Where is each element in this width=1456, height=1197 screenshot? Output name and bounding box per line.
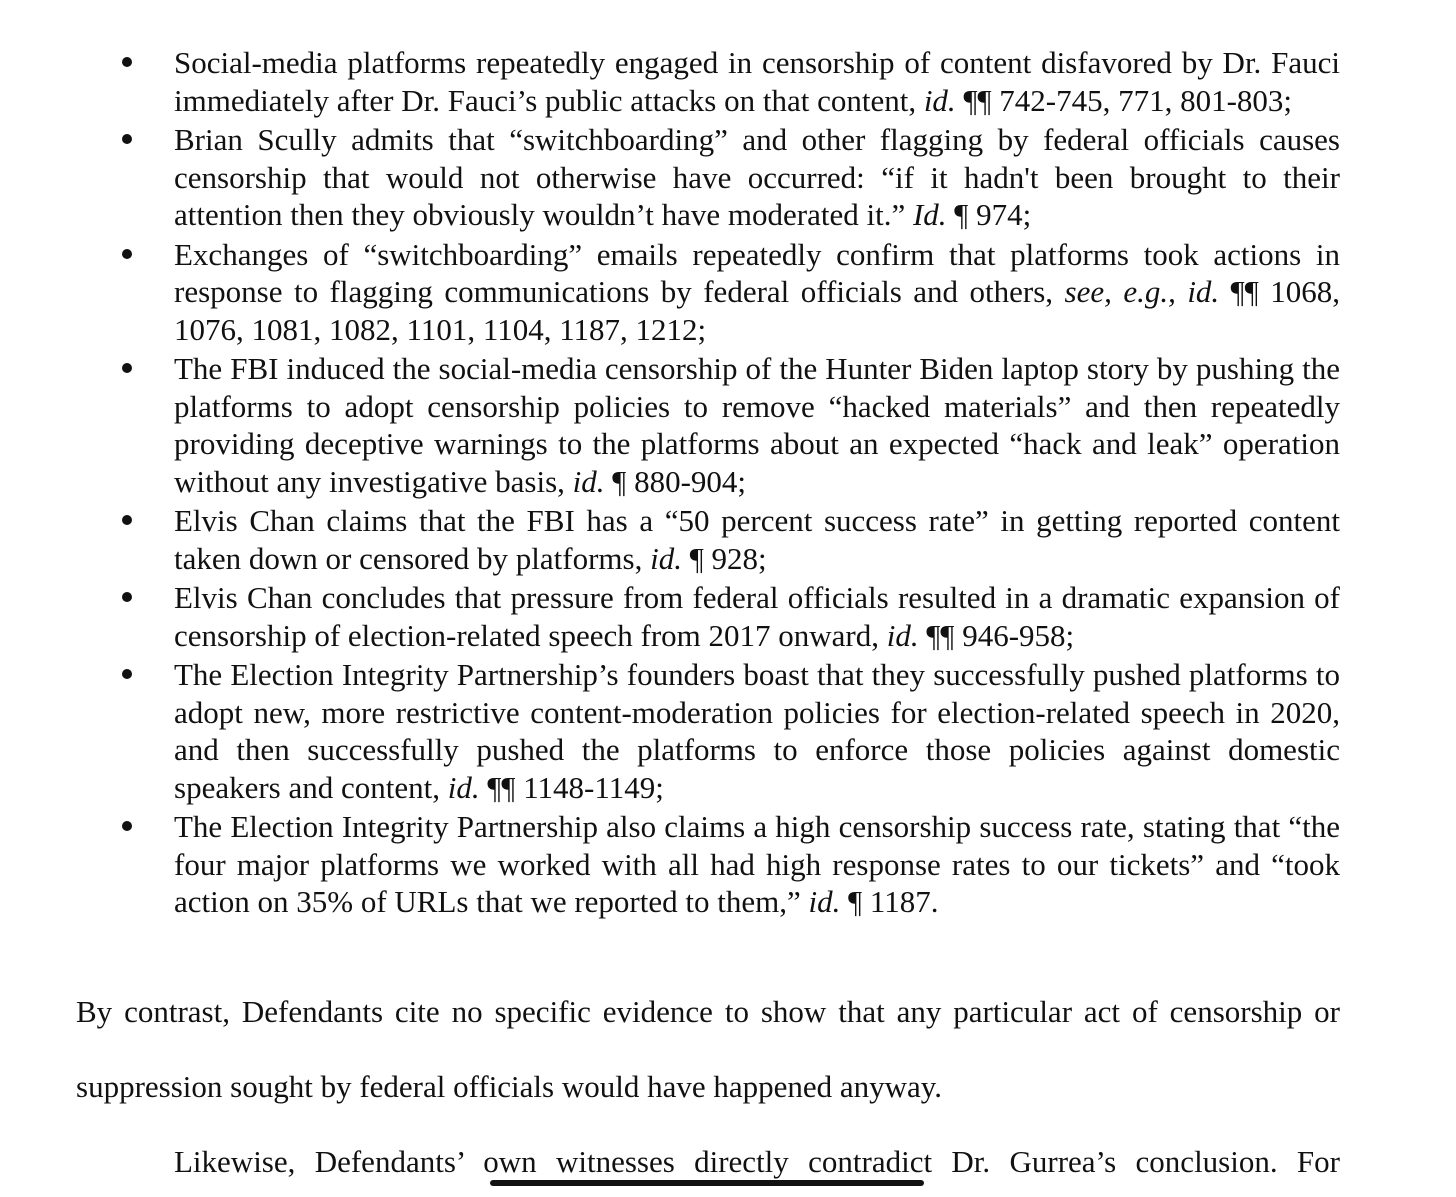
likewise-paragraph: Likewise, Defendants’ own witnesses directly contradict Dr. Gurrea’s conclusion. For — [174, 1144, 1340, 1179]
citation: id. — [572, 463, 605, 499]
highlight-underline — [490, 1180, 924, 1186]
bullet-dot-icon — [122, 821, 132, 831]
contrast-paragraph-line-1: By contrast, Defendants cite no specific evidence to show that any particular act of censorship or — [76, 994, 1340, 1029]
list-item — [174, 121, 1340, 234]
bullet-text: The Election Integrity Partnership’s founders boast that they successfully pushed platforms to adopt new, more restrictive content-moderation policies for election-related speech in 2020, and then successfully pushed the platforms to enforce those policies against domestic speakers and content, — [174, 657, 1340, 805]
citation: id. — [886, 617, 919, 653]
evidence-bullet-list — [174, 44, 1340, 923]
bullet-text: Brian Scully admits that “switchboarding” and other flagging by federal officials causes censorship that would not otherwise have occurred: “if it hadn't been brought to their attention then they obviously wouldn’t have moderated it.” — [174, 122, 1340, 232]
citation: see, e.g., id. — [1064, 274, 1220, 309]
bullet-text: Exchanges of “switchboarding” emails repeatedly confirm that platforms took actions in response to flagging communications by federal officials and others, — [174, 236, 1340, 309]
list-item — [174, 656, 1340, 806]
bullet-text: Elvis Chan concludes that pressure from federal officials resulted in a dramatic expansion of censorship of election-related speech from 2017 onward, — [174, 580, 1340, 653]
bullet-ref: ¶¶ 946-958; — [918, 617, 1075, 653]
citation: Id. — [912, 197, 947, 232]
bullet-ref: ¶¶ 1068, 1076, 1081, 1082, 1101, 1104, 1187, 1212; — [174, 274, 1341, 347]
bullet-dot-icon — [122, 134, 132, 144]
citation: id. — [923, 82, 956, 118]
citation: id. — [650, 540, 682, 576]
list-item — [174, 808, 1340, 921]
list-item — [174, 44, 1340, 119]
bullet-ref: ¶¶ 1148-1149; — [479, 769, 664, 805]
list-item — [174, 579, 1340, 654]
bullet-dot-icon — [122, 515, 132, 525]
bullet-dot-icon — [122, 669, 132, 679]
bullet-text: The Election Integrity Partnership also claims a high censorship success rate, stating that “the four major platforms we worked with all had high response rates to our tickets” and “took action on 35% of URLs that we reported to them,” — [174, 809, 1340, 919]
bullet-dot-icon — [122, 57, 132, 67]
contrast-paragraph-line-2: suppression sought by federal officials would have happened anyway. — [76, 1069, 943, 1104]
bullet-dot-icon — [122, 249, 132, 259]
bullet-dot-icon — [122, 592, 132, 602]
list-item — [174, 236, 1340, 349]
bullet-text: Elvis Chan claims that the FBI has a “50 percent success rate” in getting reported content taken down or censored by platforms, — [174, 503, 1340, 576]
bullet-ref: ¶ 880-904; — [604, 463, 746, 499]
bullet-ref: ¶ 1187. — [840, 884, 939, 919]
bullet-dot-icon — [122, 363, 132, 373]
list-item — [174, 502, 1340, 577]
citation: id. — [447, 769, 480, 805]
citation: id. — [808, 884, 841, 919]
bullet-text: Social-media platforms repeatedly engaged in censorship of content disfavored by Dr. Fauci immediately after Dr. Fauci’s public attacks on that content, — [174, 45, 1340, 118]
bullet-ref: ¶ 928; — [681, 540, 767, 576]
bullet-ref: ¶ 974; — [946, 197, 1032, 232]
list-item — [174, 350, 1340, 500]
bullet-ref: ¶¶ 742-745, 771, 801-803; — [955, 82, 1293, 118]
bullet-text: The FBI induced the social-media censorship of the Hunter Biden laptop story by pushing the platforms to adopt censorship policies to remove “hacked materials” and then repeatedly providing deceptive warnings to the platforms about an expected “hack and leak” operation without any investigative basis, — [174, 351, 1340, 499]
